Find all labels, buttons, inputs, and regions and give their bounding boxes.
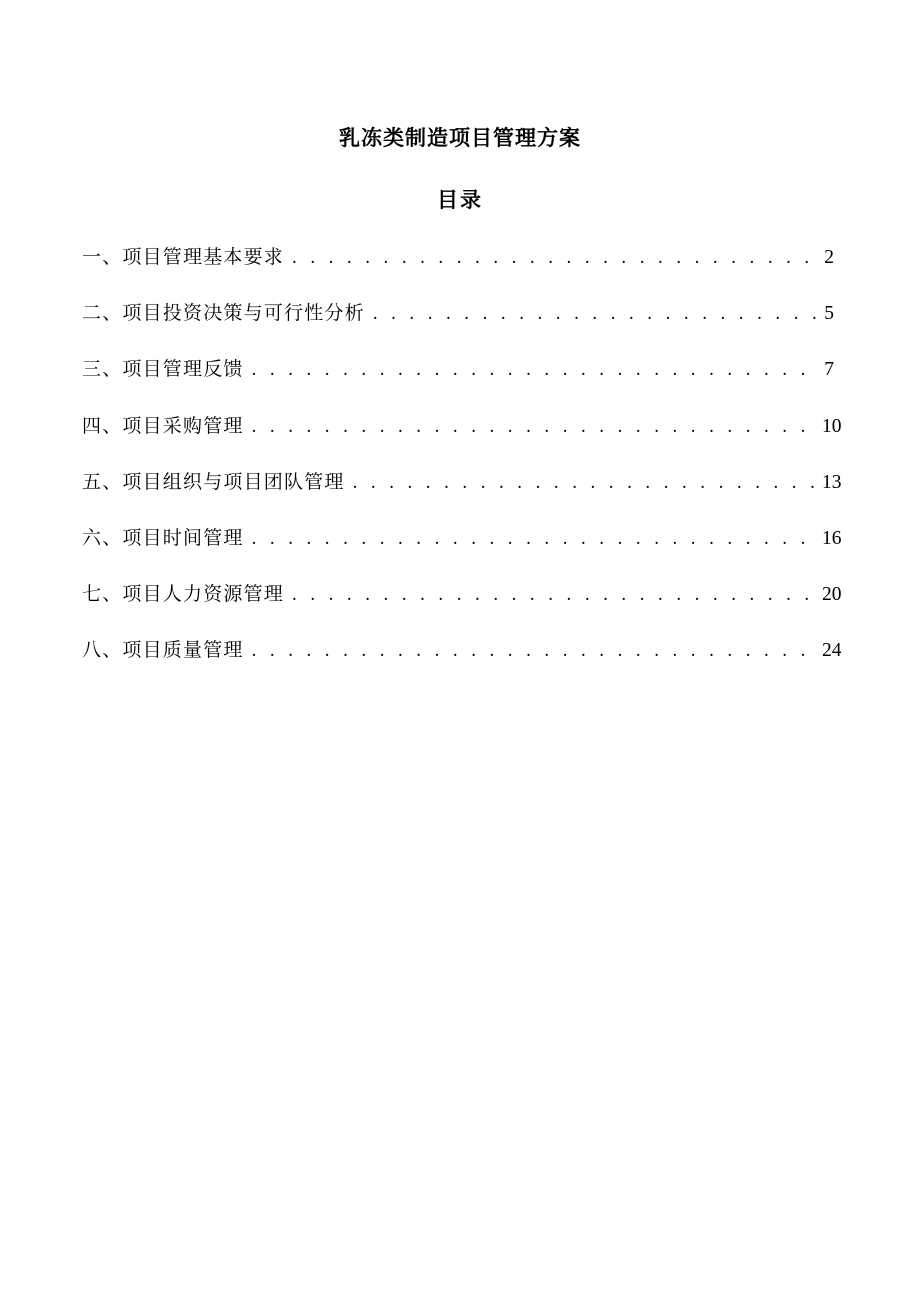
toc-dot-leader xyxy=(252,354,818,386)
toc-page-number: 20 xyxy=(822,584,842,606)
toc-page-number: 5 xyxy=(824,303,834,325)
toc-entry-label: 八、项目质量管理 xyxy=(82,639,244,662)
toc-entry-label: 五、项目组织与项目团队管理 xyxy=(82,470,345,493)
toc-entry-7[interactable] xyxy=(82,578,842,634)
toc-dot-leader xyxy=(353,467,818,499)
toc-dot-leader xyxy=(292,242,818,274)
toc-dot-leader xyxy=(373,298,818,330)
toc-entry-5[interactable] xyxy=(82,466,842,522)
toc-entry-4[interactable] xyxy=(82,410,842,466)
toc-entry-2[interactable] xyxy=(82,297,834,353)
toc-heading: 目录 xyxy=(437,187,483,212)
toc-dot-leader xyxy=(252,411,818,443)
toc-dot-leader xyxy=(252,635,818,667)
toc-dot-leader xyxy=(252,523,818,555)
toc-page-number: 2 xyxy=(824,247,834,268)
toc-page-number: 16 xyxy=(822,527,842,549)
toc-entry-label: 一、项目管理基本要求 xyxy=(82,246,285,268)
toc-entry-8[interactable] xyxy=(82,634,842,690)
toc-entry-label: 二、项目投资决策与可行性分析 xyxy=(82,302,365,325)
toc-entry-6[interactable] xyxy=(82,522,842,578)
toc-page-number: 7 xyxy=(824,359,834,381)
toc-dot-leader xyxy=(292,579,818,611)
toc-page-number: 13 xyxy=(822,471,842,493)
toc-page-number: 10 xyxy=(822,415,842,437)
toc-entry-3[interactable] xyxy=(82,353,834,409)
table-of-contents xyxy=(82,241,842,691)
toc-page-number: 24 xyxy=(822,640,842,662)
toc-entry-label: 四、项目采购管理 xyxy=(82,414,244,437)
toc-entry-1[interactable] xyxy=(82,241,834,297)
toc-entry-label: 七、项目人力资源管理 xyxy=(82,583,285,606)
document-title: 乳冻类制造项目管理方案 xyxy=(339,125,581,150)
toc-entry-label: 三、项目管理反馈 xyxy=(82,358,244,381)
toc-entry-label: 六、项目时间管理 xyxy=(82,526,244,549)
